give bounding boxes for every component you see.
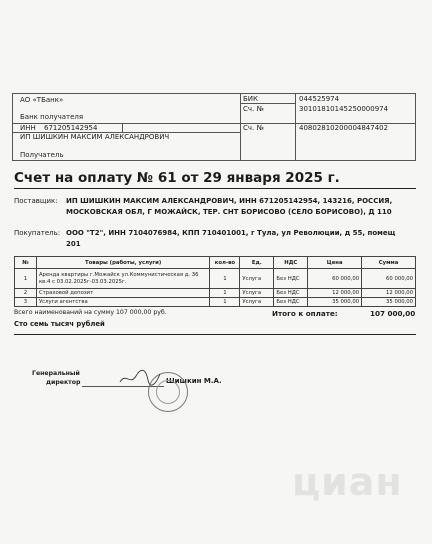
col-header-qty: кол-во <box>210 257 240 269</box>
supplier-line-2: МОСКОВСКАЯ ОБЛ, Г МОЖАЙСК, ТЕР. СНТ БОРИСОВО (СЕЛО БОРИСОВО), Д 110 <box>66 208 392 216</box>
bik-value: 044525974 <box>299 95 340 103</box>
bank-details-table <box>12 93 416 161</box>
buyer-line-2: 201 <box>66 240 81 248</box>
table-row <box>15 289 416 298</box>
row-price: 12 000,00 <box>308 289 362 298</box>
row-item: Страховой депозит <box>36 289 210 298</box>
col-header-goods: Товары (работы, услуги) <box>36 257 210 269</box>
row-number: 1 <box>15 269 37 289</box>
supplier-line-1: ИП ШИШКИН МАКСИМ АЛЕКСАНДРОВИЧ, ИНН 671205142954, 143216, РОССИЯ, <box>66 197 393 205</box>
bank-label: Банк получателя <box>20 113 84 121</box>
row-unit: Услуга <box>240 289 274 298</box>
row-item: Услуги агентства <box>36 298 210 307</box>
bik-label: БИК <box>243 95 259 103</box>
watermark-text: циан <box>292 460 403 504</box>
signer-title-2: директор <box>46 379 81 386</box>
table-row <box>15 269 416 289</box>
signature-scribble <box>118 368 162 388</box>
row-vat: Без НДС <box>274 298 308 307</box>
total-amount: 107 000,00 <box>370 309 416 318</box>
row-qty: 1 <box>210 269 240 289</box>
title-divider <box>14 188 416 189</box>
row-vat: Без НДС <box>274 289 308 298</box>
payee-label: Получатель <box>20 151 64 159</box>
total-in-words: Сто семь тысяч рублей <box>14 320 105 328</box>
col-header-vat: НДС <box>274 257 308 269</box>
row-qty: 1 <box>210 289 240 298</box>
col-header-unit: Ед. <box>240 257 274 269</box>
row-qty: 1 <box>210 298 240 307</box>
row-item: Аренда квартиры г.Можайск ул.Коммунистическая д. 36 кв.4 с 03.02.2025г-03.03.2025г. <box>36 269 210 289</box>
account-value: 40802810200004847402 <box>299 124 389 132</box>
col-header-price: Цена <box>308 257 362 269</box>
row-number: 3 <box>15 298 37 307</box>
col-header-sum: Сумма <box>362 257 416 269</box>
row-price: 60 000,00 <box>308 269 362 289</box>
row-unit: Услуга <box>240 298 274 307</box>
buyer-line-1: ООО "Т2", ИНН 7104076984, КПП 710401001, г Тула, ул Революции, д 55, помещ <box>66 229 396 237</box>
items-count-text: Всего наименований на сумму 107 000,00 руб. <box>14 309 167 316</box>
row-sum: 60 000,00 <box>362 269 416 289</box>
row-vat: Без НДС <box>274 269 308 289</box>
row-number: 2 <box>15 289 37 298</box>
row-sum: 35 000,00 <box>362 298 416 307</box>
items-table <box>14 256 416 307</box>
corr-account-value: 30101810145250000974 <box>299 105 389 113</box>
signer-name: Шишкин М.А. <box>166 377 222 385</box>
row-unit: Услуга <box>240 269 274 289</box>
row-sum: 12 000,00 <box>362 289 416 298</box>
table-header-row <box>15 257 416 269</box>
summary-divider <box>14 334 416 335</box>
corr-account-label: Сч. № <box>243 105 264 113</box>
invoice-title: Счет на оплату № 61 от 29 января 2025 г. <box>14 170 340 186</box>
payee-name: ИП ШИШКИН МАКСИМ АЛЕКСАНДРОВИЧ <box>20 133 170 141</box>
bank-name: АО «ТБанк» <box>20 96 64 104</box>
buyer-label: Покупатель: <box>14 229 61 237</box>
cian-watermark <box>292 460 428 520</box>
total-label: Итого к оплате: <box>272 309 338 318</box>
account-label: Сч. № <box>243 124 264 132</box>
supplier-label: Поставщик: <box>14 197 58 205</box>
col-header-number: № <box>15 257 37 269</box>
inn-value: 671205142954 <box>44 124 98 132</box>
table-row <box>15 298 416 307</box>
inn-label: ИНН <box>20 124 36 132</box>
row-price: 35 000,00 <box>308 298 362 307</box>
signer-title-1: Генеральный <box>32 370 80 377</box>
